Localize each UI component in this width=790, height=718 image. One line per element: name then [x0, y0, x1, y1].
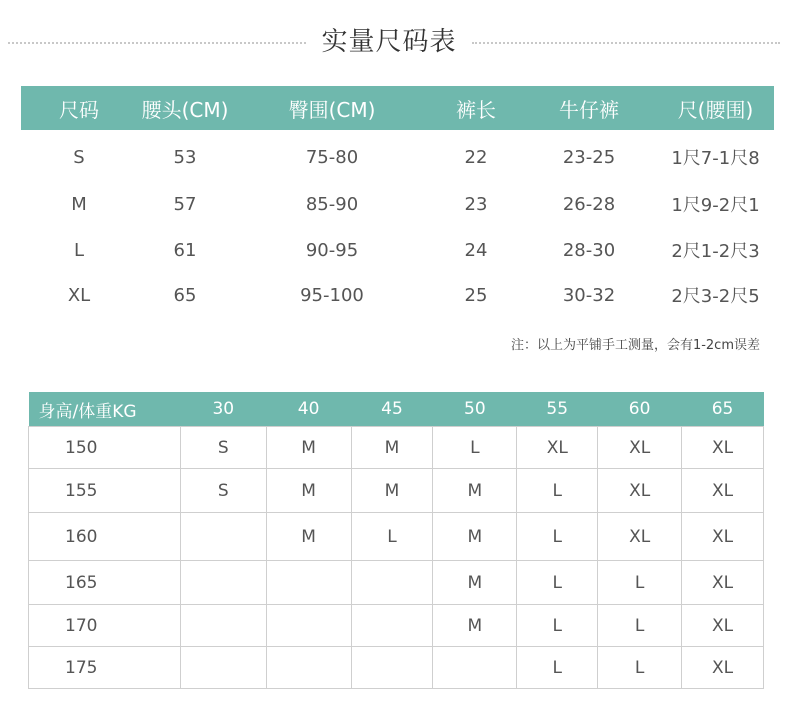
table-row: [29, 427, 764, 469]
grid-cell: M: [266, 427, 351, 469]
size-cell: 26-28: [562, 193, 616, 215]
size-table-header: [21, 86, 774, 130]
size-cell: 22: [464, 146, 488, 168]
size-cell: M: [71, 193, 87, 215]
grid-cell: XL: [517, 427, 598, 469]
grid-cell: XL: [682, 561, 764, 605]
size-cell: 2尺1-2尺3: [671, 241, 760, 262]
grid-cell: XL: [682, 513, 764, 561]
grid-cell: M: [433, 469, 517, 513]
height-label: 165: [29, 561, 181, 605]
header-length: 裤长: [456, 97, 496, 122]
height-label: 160: [29, 513, 181, 561]
header-jeans: 牛仔裤: [559, 97, 619, 122]
weight-header: 65: [682, 392, 764, 427]
grid-cell: M: [266, 469, 351, 513]
measurement-note: 注：以上为平铺手工测量，会有1-2cm误差: [510, 338, 760, 353]
weight-header: 55: [517, 392, 598, 427]
grid-cell: [180, 605, 266, 647]
grid-cell: L: [351, 513, 433, 561]
title-divider-left: [8, 42, 306, 44]
grid-cell: [433, 647, 517, 689]
table-row: [29, 647, 764, 689]
page-title: 实量尺码表: [321, 27, 457, 57]
height-weight-header: [29, 392, 764, 427]
size-cell: 57: [173, 193, 197, 215]
height-label: 150: [29, 427, 181, 469]
size-cell: 30-32: [562, 284, 616, 306]
grid-cell: XL: [598, 513, 682, 561]
grid-cell: L: [598, 647, 682, 689]
size-cell: 95-100: [300, 284, 364, 306]
weight-header: 45: [351, 392, 433, 427]
grid-cell: M: [433, 561, 517, 605]
header-size: 尺码: [59, 97, 99, 122]
table-row: [29, 561, 764, 605]
corner-header: 身高/体重KG: [29, 392, 181, 427]
grid-cell: L: [517, 513, 598, 561]
header-chi: 尺(腰围): [677, 97, 754, 122]
size-cell: 1尺9-2尺1: [671, 195, 760, 216]
grid-cell: [351, 647, 433, 689]
grid-cell: L: [517, 469, 598, 513]
size-row: [21, 272, 774, 318]
size-cell: 24: [464, 239, 488, 261]
grid-cell: XL: [682, 469, 764, 513]
size-cell: 61: [173, 239, 197, 261]
weight-header: 30: [180, 392, 266, 427]
size-cell: 1尺7-1尺8: [671, 148, 760, 169]
grid-cell: [180, 513, 266, 561]
size-cell: S: [73, 146, 85, 168]
grid-cell: XL: [598, 469, 682, 513]
grid-cell: XL: [682, 647, 764, 689]
grid-cell: M: [433, 513, 517, 561]
weight-header: 60: [598, 392, 682, 427]
header-waistband: 腰头(CM): [141, 97, 229, 122]
grid-cell: XL: [682, 427, 764, 469]
title-divider-right: [472, 42, 780, 44]
grid-cell: [266, 561, 351, 605]
grid-cell: M: [266, 513, 351, 561]
grid-cell: M: [351, 469, 433, 513]
size-row: [21, 228, 774, 272]
height-label: 175: [29, 647, 181, 689]
size-cell: 90-95: [305, 239, 359, 261]
size-cell: 65: [173, 284, 197, 306]
weight-header: 40: [266, 392, 351, 427]
size-cell: XL: [67, 284, 91, 306]
size-cell: 28-30: [562, 239, 616, 261]
grid-cell: L: [433, 427, 517, 469]
size-row: [21, 134, 774, 180]
size-cell: 75-80: [305, 146, 359, 168]
weight-header: 50: [433, 392, 517, 427]
grid-cell: XL: [682, 605, 764, 647]
grid-cell: M: [433, 605, 517, 647]
height-weight-table: [28, 392, 764, 689]
title-row: [0, 20, 790, 64]
grid-cell: S: [180, 427, 266, 469]
grid-cell: S: [180, 469, 266, 513]
height-label: 155: [29, 469, 181, 513]
grid-cell: [351, 561, 433, 605]
height-label: 170: [29, 605, 181, 647]
size-table: [21, 86, 774, 318]
grid-cell: [180, 647, 266, 689]
grid-cell: XL: [598, 427, 682, 469]
table-row: [29, 605, 764, 647]
grid-cell: L: [517, 605, 598, 647]
grid-cell: [351, 605, 433, 647]
grid-cell: M: [351, 427, 433, 469]
grid-cell: [266, 647, 351, 689]
size-cell: 85-90: [305, 193, 359, 215]
table-row: [29, 469, 764, 513]
grid-cell: L: [598, 605, 682, 647]
size-cell: 53: [173, 146, 197, 168]
size-cell: 23-25: [562, 146, 616, 168]
size-cell: 25: [464, 284, 488, 306]
size-cell: 23: [464, 193, 488, 215]
size-cell: 2尺3-2尺5: [671, 286, 760, 307]
grid-cell: [180, 561, 266, 605]
grid-cell: L: [517, 647, 598, 689]
grid-cell: [266, 605, 351, 647]
size-cell: L: [73, 239, 85, 261]
grid-cell: L: [517, 561, 598, 605]
grid-cell: L: [598, 561, 682, 605]
size-row: [21, 180, 774, 228]
header-hip: 臀围(CM): [288, 97, 376, 122]
table-row: [29, 513, 764, 561]
